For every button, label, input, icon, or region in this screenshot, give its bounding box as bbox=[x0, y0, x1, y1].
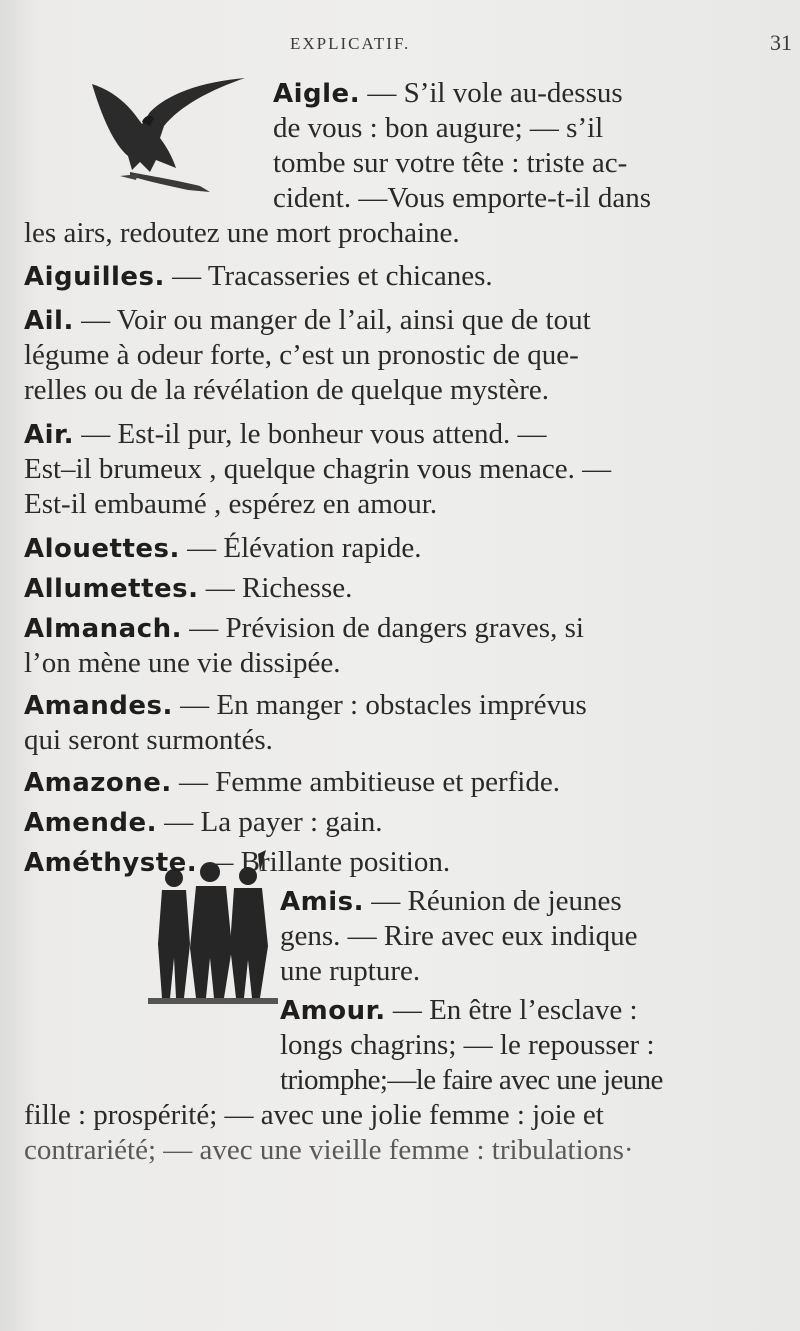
entry-line bbox=[273, 76, 623, 111]
entry-line bbox=[24, 571, 352, 606]
entry-line bbox=[24, 417, 546, 452]
entry-text: — Brillante position. bbox=[197, 846, 451, 878]
entry-line bbox=[24, 303, 591, 338]
entry-text: cident. —Vous emporte-t-il dans bbox=[273, 182, 652, 214]
entry-text: — En manger : obstacles imprévus bbox=[172, 689, 587, 721]
entry-text: — S’il vole au-dessus bbox=[360, 77, 623, 109]
headword: Aiguilles. bbox=[24, 262, 165, 292]
entry-text: les airs, redoutez une mort prochaine. bbox=[24, 217, 460, 249]
entry-text: gens. — Rire avec eux indique bbox=[280, 920, 638, 952]
headword: Amandes. bbox=[24, 691, 173, 721]
entry-line bbox=[24, 611, 584, 646]
entry-line bbox=[24, 845, 450, 880]
entry-line bbox=[24, 452, 611, 486]
headword: Air. bbox=[24, 420, 75, 450]
entry-text: contrariété; — avec une vieille femme : tribulations· bbox=[24, 1134, 634, 1166]
entry-line bbox=[24, 765, 560, 800]
entry-text: tombe sur votre tête : triste ac- bbox=[273, 147, 628, 179]
entry-line bbox=[24, 1133, 634, 1167]
entry-line bbox=[280, 1063, 663, 1097]
headword: Amour. bbox=[280, 996, 386, 1026]
entry-line bbox=[24, 216, 460, 250]
entry-text: relles ou de la révélation de quelque mystère. bbox=[24, 374, 550, 406]
entry-line bbox=[24, 531, 421, 566]
headword: Allumettes. bbox=[24, 574, 199, 604]
entry-line bbox=[24, 688, 587, 723]
entry-text: — Réunion de jeunes bbox=[363, 885, 622, 917]
entry-line bbox=[273, 146, 627, 180]
entry-line bbox=[273, 181, 651, 215]
entry-text: — Élévation rapide. bbox=[179, 532, 422, 564]
entry-line bbox=[24, 1098, 604, 1132]
running-head bbox=[0, 30, 800, 60]
entry-line bbox=[280, 1028, 655, 1062]
entry-text: triomphe;—le faire avec une jeune bbox=[280, 1064, 663, 1096]
headword: Aigle. bbox=[273, 79, 361, 109]
entry-line bbox=[24, 259, 493, 294]
entry-text: — Richesse. bbox=[198, 572, 353, 604]
headword: Almanach. bbox=[24, 614, 183, 644]
entry-text: qui seront surmontés. bbox=[24, 724, 273, 756]
page-number: 31 bbox=[770, 30, 792, 55]
entry-line bbox=[280, 884, 622, 919]
entry-text: Est–il brumeux , quelque chagrin vous menace. — bbox=[24, 453, 612, 485]
entry-text: — Voir ou manger de l’ail, ainsi que de tout bbox=[73, 304, 591, 336]
entry-line bbox=[273, 111, 603, 145]
entry-line bbox=[24, 487, 437, 521]
headword: Ail. bbox=[24, 306, 74, 336]
entry-line bbox=[24, 646, 341, 680]
headword: Amazone. bbox=[24, 768, 172, 798]
entry-line bbox=[24, 338, 579, 372]
entry-text: — Tracasseries et chicanes. bbox=[164, 260, 493, 292]
entry-line bbox=[24, 805, 382, 840]
entry-line bbox=[280, 993, 638, 1028]
entry-text: Est-il embaumé , espérez en amour. bbox=[24, 488, 438, 520]
entry-text: — Femme ambitieuse et perfide. bbox=[171, 766, 560, 798]
entry-line bbox=[280, 919, 638, 953]
entry-text: longs chagrins; — le repousser : bbox=[280, 1029, 655, 1061]
entry-line bbox=[24, 723, 273, 757]
entry-text: — La payer : gain. bbox=[156, 806, 383, 838]
entry-text: — En être l’esclave : bbox=[385, 994, 638, 1026]
entry-text: une rupture. bbox=[280, 955, 421, 987]
running-title: EXPLICATIF. bbox=[290, 34, 411, 53]
headword: Alouettes. bbox=[24, 534, 180, 564]
entry-text: — Prévision de dangers graves, si bbox=[182, 612, 584, 644]
entry-line bbox=[24, 373, 549, 407]
headword: Améthyste. bbox=[24, 848, 198, 878]
entry-text: l’on mène une vie dissipée. bbox=[24, 647, 341, 679]
entry-text: légume à odeur forte, c’est un pronostic de que- bbox=[24, 339, 579, 371]
entry-line bbox=[280, 954, 420, 988]
entry-text: de vous : bon augure; — s’il bbox=[273, 112, 604, 144]
entry-text: — Est-il pur, le bonheur vous attend. — bbox=[74, 418, 547, 450]
eagle-icon bbox=[80, 76, 255, 196]
entry-text: fille : prospérité; — avec une jolie femme : joie et bbox=[24, 1099, 604, 1131]
headword: Amende. bbox=[24, 808, 157, 838]
headword: Amis. bbox=[280, 887, 364, 917]
